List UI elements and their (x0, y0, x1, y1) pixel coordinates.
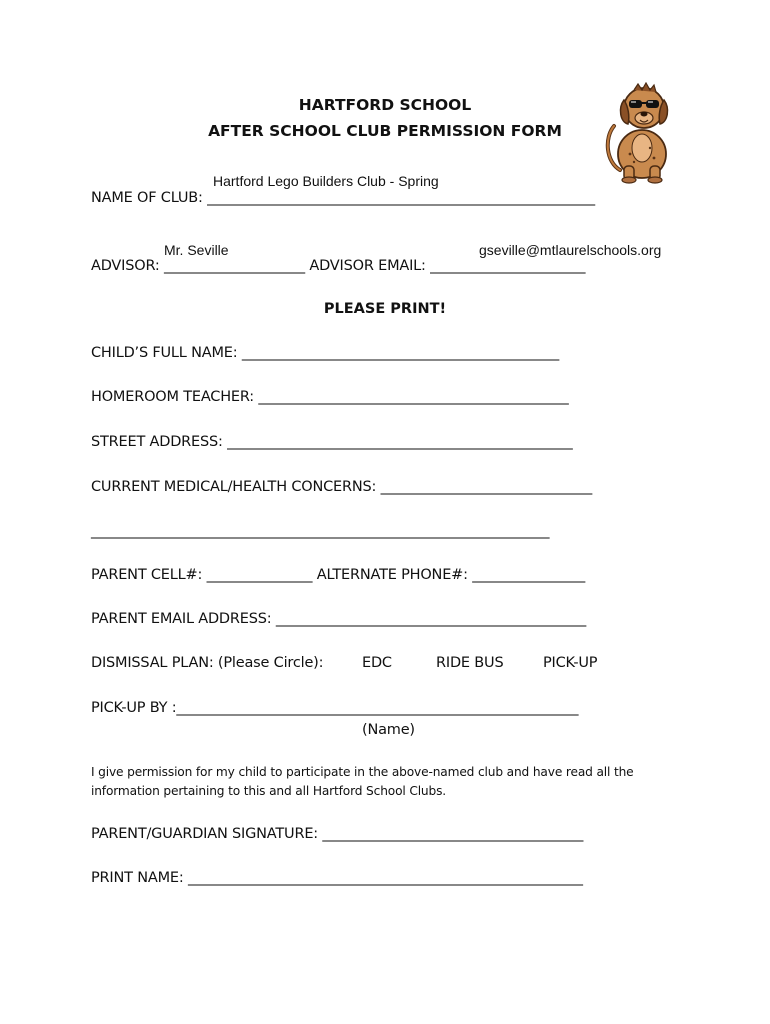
dismissal-option-edc[interactable]: EDC (362, 655, 392, 671)
child-full-name-field[interactable]: CHILD’S FULL NAME: _____________________________________________ (91, 345, 560, 361)
advisor-email-value: gseville@mtlaurelschools.org (479, 242, 662, 258)
street-address-field[interactable]: STREET ADDRESS: _________________________________________________ (91, 434, 573, 450)
form-title: AFTER SCHOOL CLUB PERMISSION FORM (208, 122, 562, 140)
medical-concerns-line2[interactable]: _________________________________________________________________ (91, 523, 550, 539)
please-print-heading: PLEASE PRINT! (323, 301, 447, 317)
club-name-value: Hartford Lego Builders Club - Spring (213, 173, 439, 189)
parent-email-field[interactable]: PARENT EMAIL ADDRESS: ____________________________________________ (91, 611, 587, 627)
pickup-by-field[interactable]: PICK-UP BY :_________________________________________________________ (91, 700, 579, 716)
pickup-name-caption: (Name) (362, 722, 415, 738)
dismissal-option-pick-up[interactable]: PICK-UP (543, 655, 598, 671)
parent-signature-field[interactable]: PARENT/GUARDIAN SIGNATURE: _____________________________________ (91, 826, 584, 842)
school-name: HARTFORD SCHOOL (298, 96, 472, 114)
homeroom-teacher-field[interactable]: HOMEROOM TEACHER: ____________________________________________ (91, 389, 569, 405)
permission-statement-line2: information pertaining to this and all Hartford School Clubs. (91, 784, 447, 798)
phone-fields[interactable]: PARENT CELL#: _______________ ALTERNATE PHONE#: ________________ (91, 567, 586, 583)
advisor-value: Mr. Seville (164, 242, 229, 258)
medical-concerns-field[interactable]: CURRENT MEDICAL/HEALTH CONCERNS: ______________________________ (91, 479, 593, 495)
advisor-fields[interactable]: ADVISOR: ____________________ ADVISOR EMAIL: ______________________ (91, 258, 586, 274)
print-name-field[interactable]: PRINT NAME: ________________________________________________________ (91, 870, 583, 886)
club-name-field[interactable]: NAME OF CLUB: _______________________________________________________ (91, 190, 595, 206)
dismissal-option-ride-bus[interactable]: RIDE BUS (436, 655, 504, 671)
dismissal-plan-label: DISMISSAL PLAN: (Please Circle): (91, 655, 324, 671)
permission-statement-line1: I give permission for my child to participate in the above-named club and have read all the (91, 765, 634, 779)
